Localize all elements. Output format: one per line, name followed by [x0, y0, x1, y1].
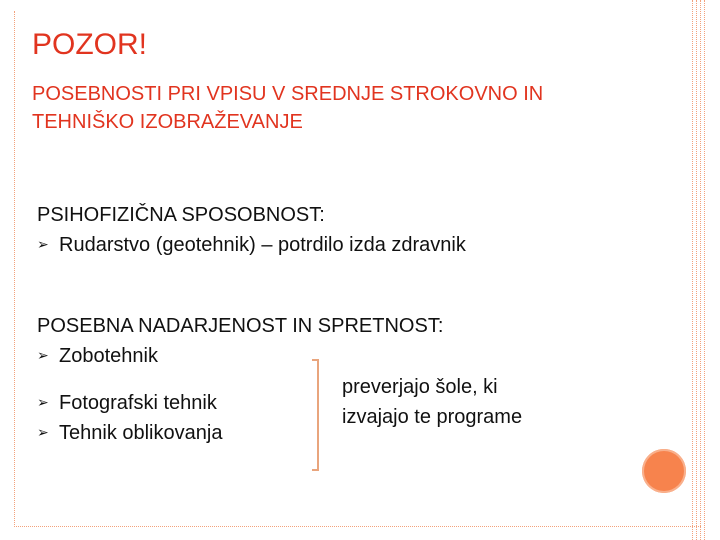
list-item-label: Fotografski tehnik	[59, 392, 217, 414]
section-psychophysical	[37, 200, 466, 260]
orange-circle-icon	[642, 449, 686, 493]
list-item-label: Rudarstvo (geotehnik) – potrdilo izda zdravnik	[59, 234, 466, 256]
arrow-bullet-icon: ➢	[37, 395, 49, 411]
bracket-note	[342, 372, 522, 432]
arrow-bullet-icon: ➢	[37, 237, 49, 253]
bracket-icon	[308, 358, 324, 472]
section-heading: POSEBNA NADARJENOST IN SPRETNOST:	[37, 315, 444, 337]
note-line: preverjajo šole, ki	[342, 376, 498, 398]
list-item	[37, 341, 443, 371]
list-item-label: Tehnik oblikovanja	[59, 422, 223, 444]
decor-rule	[704, 0, 705, 540]
arrow-bullet-icon: ➢	[37, 425, 49, 441]
list-item	[37, 230, 466, 260]
arrow-bullet-icon: ➢	[37, 348, 49, 364]
slide-title: POZOR!	[32, 28, 148, 61]
note-line: izvajajo te programe	[342, 406, 523, 428]
decor-rule	[692, 0, 693, 540]
decor-rule	[700, 0, 701, 540]
decor-rule	[696, 0, 697, 540]
slide-subtitle: POSEBNOSTI PRI VPISU V SREDNJE STROKOVNO IN TEHNIŠKO IZOBRAŽEVANJE	[32, 83, 544, 133]
section-heading: PSIHOFIZIČNA SPOSOBNOST:	[37, 204, 325, 226]
list-item-label: Zobotehnik	[59, 345, 158, 367]
